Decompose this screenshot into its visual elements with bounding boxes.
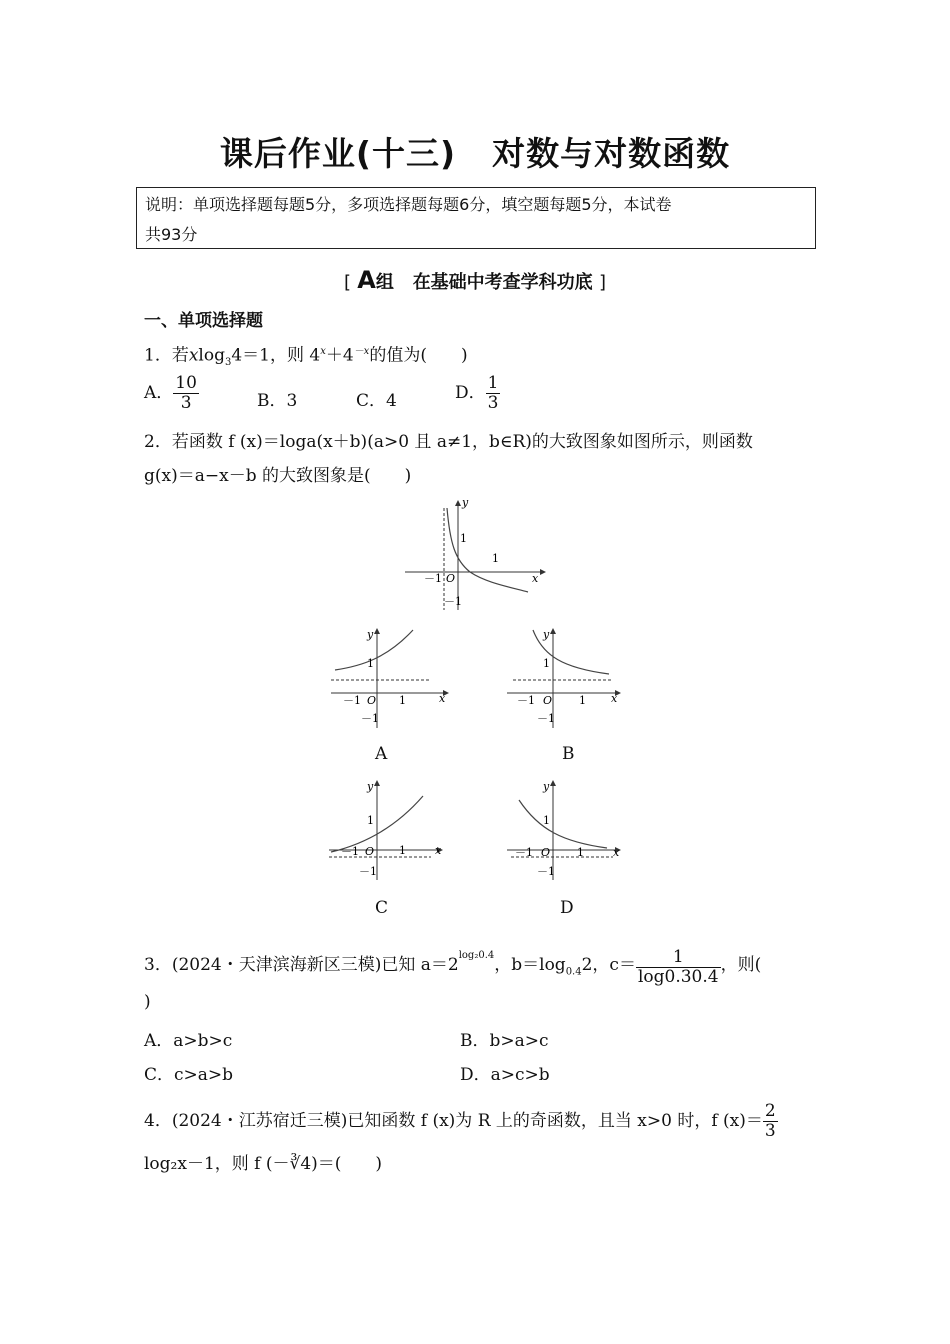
svg-text:x: x (439, 692, 446, 705)
svg-text:y: y (543, 780, 550, 793)
title-main: 课后作业(十三) (219, 134, 457, 173)
svg-text:O: O (367, 694, 377, 707)
group-letter: A (357, 266, 376, 294)
q2-main-graph (400, 498, 550, 616)
svg-text:－1: －1 (537, 865, 555, 878)
svg-text:－1: －1 (515, 846, 533, 859)
svg-text:O: O (541, 846, 551, 859)
group-heading: [ A组 在基础中考查学科功底 ] (343, 266, 606, 294)
title-sub: 对数与对数函数 (492, 134, 731, 173)
choice-c-label[interactable]: C (375, 898, 389, 918)
q3-option-c[interactable]: C．c>a>b (144, 1065, 234, 1085)
main-tick-neg1-x: －1 (424, 572, 442, 585)
choice-a-label[interactable]: A (375, 744, 388, 764)
page-title (0, 128, 950, 175)
svg-text:O: O (543, 694, 553, 707)
svg-text:x: x (435, 844, 442, 857)
svg-text:－1: －1 (361, 712, 379, 725)
question-1: 1．若xlog$_3$4＝1，则 $4^x+4^{-x}$的值为( ) (144, 345, 468, 369)
main-x-label: x (532, 572, 539, 585)
svg-text:1: 1 (543, 814, 550, 827)
instructions-line-2: 共93分 (145, 225, 198, 244)
svg-text:x: x (611, 692, 618, 705)
question-3-line-1: 3．(2024・天津滨海新区三模)已知 $a=2^{log_20.4}$，$b=\log_{0.4}2$，c＝ $\frac{1}{\log 0.30.4}$ ，则( (144, 947, 762, 987)
q1-option-b[interactable]: B．3 (257, 391, 298, 411)
q3-option-b[interactable]: B．b>a>c (460, 1031, 549, 1051)
q1-option-d[interactable]: D． $\frac{1}{3}$ (455, 373, 499, 413)
question-4-line-2: log₂x－1，则 f (－∛4)＝( ) (144, 1154, 383, 1174)
svg-text:－1: －1 (343, 694, 361, 707)
instructions-line-1: 说明：单项选择题每题5分，多项选择题每题6分，填空题每题5分，本试卷 (145, 195, 672, 214)
q1-option-a[interactable]: A． $\frac{10}{3}$ (144, 373, 197, 413)
q1-option-c[interactable]: C．4 (356, 391, 397, 411)
svg-text:1: 1 (399, 694, 406, 707)
svg-text:1: 1 (579, 694, 586, 707)
svg-text:y: y (543, 628, 550, 641)
group-label: 组 (375, 272, 394, 293)
svg-text:－1: －1 (341, 845, 359, 858)
svg-text:y: y (367, 780, 374, 793)
question-3-line-2: ) (144, 992, 151, 1012)
question-4-line-1: 4．(2024・江苏宿迁三模)已知函数 f (x)为 R 上的奇函数，且当 x>0 时，f (x)＝ $\frac{2}{3}$ (144, 1101, 776, 1141)
q3-option-d[interactable]: D．a>c>b (460, 1065, 550, 1085)
svg-text:O: O (365, 845, 375, 858)
main-tick-neg1-y: －1 (444, 595, 462, 608)
svg-text:－1: －1 (537, 712, 555, 725)
q2-choice-c-graph (325, 778, 450, 882)
svg-text:－1: －1 (517, 694, 535, 707)
q3-option-a[interactable]: A．a>b>c (144, 1031, 233, 1051)
svg-text:y: y (367, 628, 374, 641)
svg-text:1: 1 (367, 814, 374, 827)
svg-text:x: x (613, 846, 620, 859)
svg-text:1: 1 (543, 657, 550, 670)
group-text: 在基础中考查学科功底 (412, 272, 593, 293)
question-2-line-2: g(x)＝a−x－b 的大致图象是( ) (144, 466, 412, 486)
choice-b-label[interactable]: B (562, 744, 575, 764)
svg-text:1: 1 (577, 846, 584, 859)
instructions-box (136, 187, 816, 249)
svg-text:1: 1 (399, 844, 406, 857)
q2-choice-d-graph (503, 778, 628, 882)
q2-choice-a-graph (327, 626, 452, 730)
svg-text:－1: －1 (359, 865, 377, 878)
question-2-line-1: 2．若函数 f (x)＝loga(x＋b)(a>0 且 a≠1，b∈R)的大致图象如图所示，则函数 (144, 432, 753, 452)
main-origin: O (446, 572, 456, 585)
choice-d-label[interactable]: D (560, 898, 574, 918)
main-tick-1-x: 1 (492, 552, 499, 565)
section-heading: 一、单项选择题 (144, 311, 263, 331)
q2-choice-b-graph (503, 626, 628, 730)
main-tick-1-y: 1 (460, 532, 467, 545)
main-y-label: y (462, 498, 469, 509)
svg-text:1: 1 (367, 657, 374, 670)
